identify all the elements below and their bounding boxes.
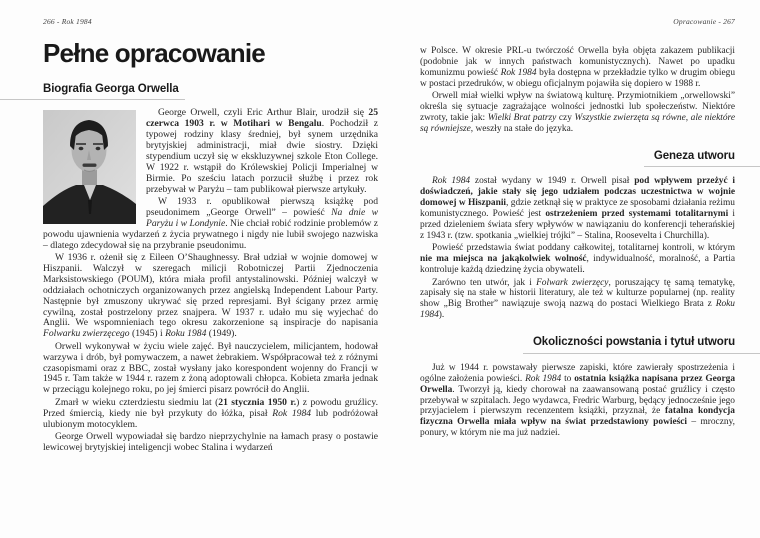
text-run: Orwell miał wielki wpływ na światową kulturę. Przymiotnikiem „orwellowski” określa się sytuacje zagrażające wolności jednostki lub społeczeństw. Niektóre zwroty, takie jak: [420,91,735,123]
section-heading-biografia: Biografia Georga Orwella [0,83,185,101]
text-run: ostatnia książka napisana przez Georga Orwella [420,373,736,395]
section-heading-wrap [43,83,378,101]
text-run: to [561,373,575,384]
page-right [380,0,760,538]
text-run: ostrzeżeniem przed systemami totalitarnymi [545,209,729,220]
text-run: – mroczny, ponury, w którym nie ma już nadziei. [420,417,735,439]
text-run: pod wpływem przeżyć i doświadczeń, jakie stały się jego udziałem podczas uczestnictwa w wojnie domowej w Hiszpanii [420,176,735,209]
right-intro-text [420,46,735,135]
text-run: Folwarku zwierzęcego [43,328,130,340]
paragraph [420,176,735,241]
text-run: 21 stycznia 1950 r. [218,396,297,408]
text-run: Wielki Brat patrzy [487,112,557,123]
paragraph [43,398,378,431]
paragraph [43,253,378,340]
text-run: George Orwell, czyli Eric Arthur Blair, urodził się [158,107,369,119]
geneza-section-text [420,176,735,321]
text-run: Folwark zwierzęcy [536,277,609,288]
text-run: , gdzie zetknął się w praktyce ze sposobami działania reżimu komunistycznego. Powieść jest [420,198,735,220]
text-run: w Polsce. W okresie PRL-u twórczość Orwella była objęta zakazem publikacji (podobnie jak w innych państwach komunistycznych). Nawet po upadku komunizmu powieść [420,46,735,78]
text-run: Rok 1984 [525,373,562,384]
orwell-portrait-illustration [43,110,136,224]
orwell-photo [43,110,136,224]
text-run: Zmarł w wieku czterdziestu siedmiu lat ( [55,396,219,408]
text-run: Rok 1984 [272,407,312,419]
text-run: Powieść przedstawia świat poddany całkowitej, totalitarnej kontroli, w którym [432,243,735,254]
text-run: . Tworzył ją, kiedy chorował na zaawansowaną postać gruźlicy i często przebywał w szpitalach. Jego wydawca, Fredric Warburg, będący jednocześnie jego przyjacielem i pierwszym recenzentem książki, przyznał, że [420,384,735,417]
section-heading-wrap [420,336,735,354]
text-run: , indywidualność, moralność, a Partia kontroluje każdą dziedzinę życia obywateli. [420,254,736,276]
section-heading-wrap [420,150,735,168]
text-run: fatalna kondycja fizyczna Orwella miała wpływ na świat przedstawiony powieści [420,406,735,428]
text-run: , weszły na stałe do języka. [470,123,574,134]
paragraph [420,278,735,322]
text-run: Rok 1984 [432,176,471,187]
text-run: został wydany w 1949 r. Orwell pisał [470,176,635,187]
text-run: Już w 1944 r. powstawały pierwsze zapiski, które zawierały spostrzeżenia i ogólne założenia powieści. [420,362,735,384]
text-run: George Orwell wypowiadał się bardzo nieprzychylnie na łamach prasy o postawie lewicowej brytyjskiej inteligencji wobec Stalina i wydarzeń [43,431,378,453]
paragraph [420,91,735,135]
paragraph [43,342,378,397]
paragraph [420,46,735,90]
text-run: Rok 1984 [500,67,537,78]
text-run: (1945) i [129,328,166,340]
text-run: Na dnie w Paryżu i w Londynie [146,206,378,229]
page-title: Pełne opracowanie [43,38,265,68]
text-run: Roku 1984 [165,328,207,340]
text-run: (1949). [206,328,237,340]
section-heading-geneza: Geneza utworu [644,150,760,168]
text-run: ) z powodu gruźlicy. Przed śmiercią, kiedy nie był przykuty do łóżka, pisał [43,396,378,419]
text-run: Roku 1984 [420,299,735,321]
text-run: 25 czerwca 1903 r. w Motihari w Bengalu [146,107,378,130]
paragraph [43,432,378,454]
text-run: W 1936 r. ożenił się z Eileen O’Shaughnessy. Brał udział w wojnie domowej w Hiszpanii. Walczył w szeregach milicji Robotniczej Partii Zjednoczenia Marksistowskiego (POUM), która miała profil antystalinowski. Później walczył w oddziałach ochotniczych organizowanych przez angielską Independent Labour Party. Następnie był zmuszony ukrywać się przed represjami. Był ścigany przez armię cywilną, został postrzelony przez snajpera. W 1937 r. udało mu się wyjechać do Anglii. We wspomnieniach tego okresu zakorzenione są inspiracje do napisania [43,252,378,329]
text-run: . Pochodził z typowej rodziny klasy średniej, był synem urzędnika brytyjskiej administracji, miał dwie siostry. Dzięki stypendium uczył się w ekskluzywnej szkole Eton College. W 1922 r. wstąpił do Królewskiej Policji Imperialnej w Birmie. Po sześciu latach porzucił służbę i przez rok przebywał w Paryżu – tam publikował pierwsze artykuły. [146,118,378,195]
running-head-left: 266 - Rok 1984 [43,17,92,26]
text-run: czy [556,112,575,123]
text-run: Wszystkie zwierzęta są równe, ale niektóre są równiejsze [420,112,735,134]
okolicznosci-section-text [420,363,735,439]
text-run: nie ma miejsca na jakąkolwiek wolność [420,254,587,265]
running-head-right: Opracowanie - 267 [673,17,735,26]
paragraph [420,363,735,439]
section-heading-okolicznosci: Okoliczności powstania i tytuł utworu [523,336,760,354]
text-run: , poruszający tę samą tematykę, zapisały się na stałe w historii literatury, ale też w kulturze popularnej (np. reality show „Big Brother” nawiązuje swoją nazwą do postaci Wielkiego Brata z [420,277,735,310]
paragraph [420,243,735,276]
text-run: lub podróżował ulubionym motocyklem. [43,407,378,430]
left-body-text [43,108,378,454]
text-run: Zarówno ten utwór, jak i [432,277,537,288]
text-run: ). [438,310,445,321]
text-run: . Nie chciał robić rodzinie problemów z powodu ujawnienia wydarzeń z życia prywatnego i nigdy nie lubił swojego nazwiska – dlatego zdecydował się na przybranie pseudonimu. [43,217,378,251]
text-run: była dostępna w przekładzie tylko w drugim obiegu w postaci przedruków, w obiegu oficjalnym pojawiła się dopiero w 1988 r. [420,67,736,89]
text-run: W 1933 r. opublikował pierwszą książkę pod pseudonimem „George Orwell” – powieść [146,195,378,218]
text-run: Orwell wykonywał w życiu wiele zajęć. Był nauczycielem, milicjantem, hodował warzywa i drób, był pomywaczem, a nawet żebrakiem. Współpracował też z różnymi czasopismami oraz z BBC, został wysłany jako korespondent wojenny do Francji w 1945 r. Tam także w 1944 r. razem z żoną adoptowali chłopca. Kobieta zmarła jednak w przeciągu kolejnego roku, po jej śmierci pisarz powrócił do Anglii. [43,340,378,396]
text-run: i przed dzieleniem świata sfery wpływów w nawiązaniu do konferencji teherańskiej z 1943 r. (tzw. spotkania „wielkiej trójki” – Stalina, Roosevelta i Churchilla). [420,209,736,241]
